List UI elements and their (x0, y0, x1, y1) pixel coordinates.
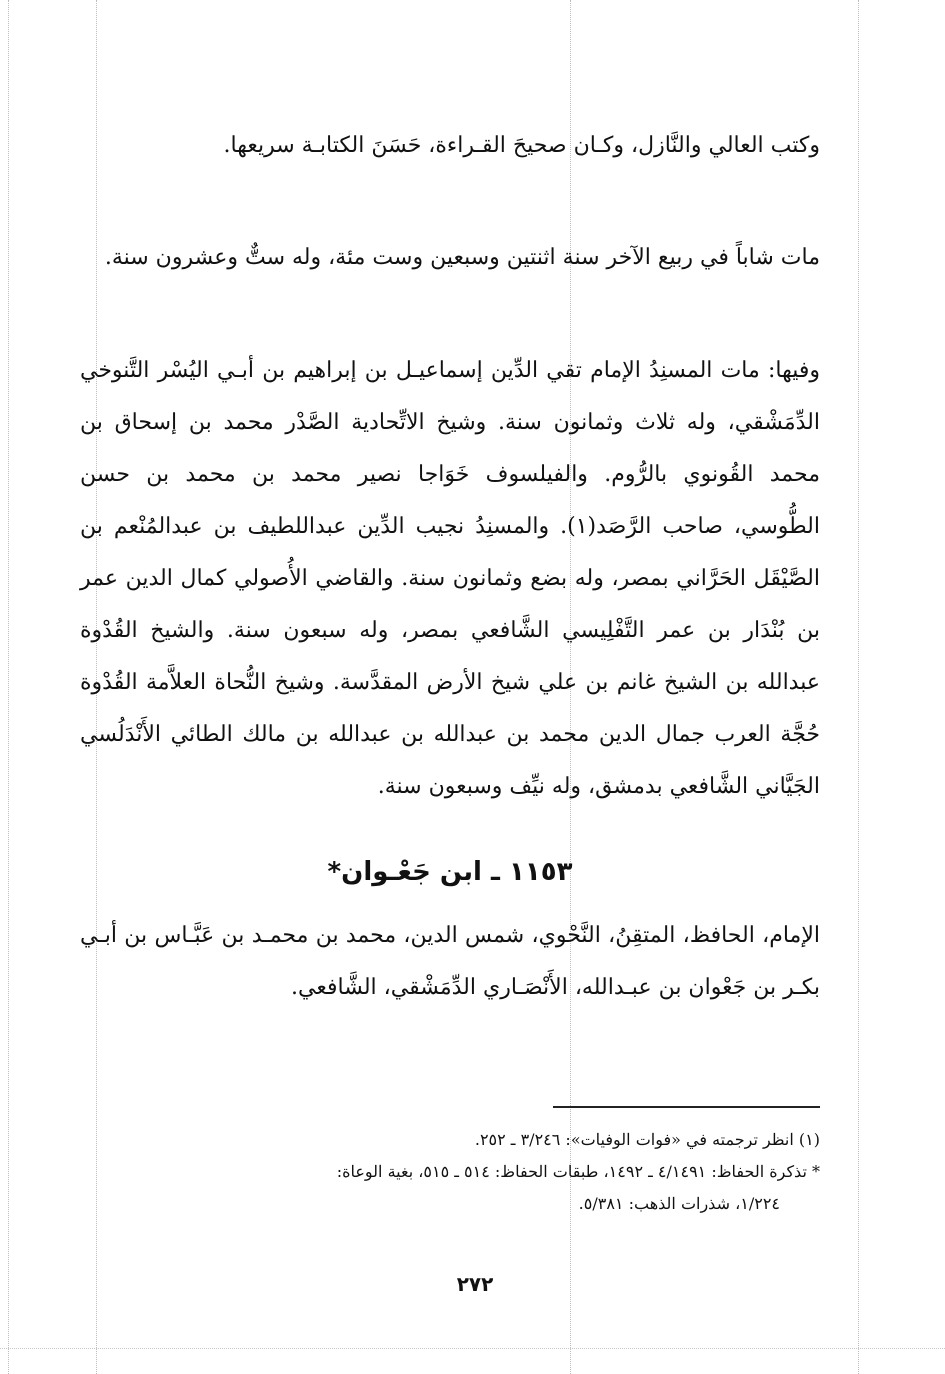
scan-guide-line (0, 1348, 945, 1349)
footnote-star-line-1: * تذكرة الحفاظ: ٤/١٤٩١ ـ ١٤٩٢، طبقات الحفاظ: ٥١٤ ـ ٥١٥، بغية الوعاة: (336, 1162, 820, 1181)
footnotes (100, 1124, 820, 1220)
body-paragraph-death-note: مات شاباً في ربيع الآخر سنة اثنتين وسبعين وست مئة، وله ستٌّ وعشرون سنة. (104, 245, 820, 270)
biography-heading: ١١٥٣ ـ ابن جَعْـوان* (327, 857, 573, 887)
scan-guide-line (8, 0, 9, 1374)
footnote-star-line-2: ١/٢٢٤، شذرات الذهب: ٥/٣٨١. (578, 1194, 780, 1213)
page-number: ٢٧٢ (456, 1272, 494, 1296)
body-paragraph-deaths-of-year: وفيها: مات المسنِدُ الإمام تقي الدِّين إسماعيـل بن إبراهيم بن أبـي اليُسْر التَّنوخي الدِّمَشْقي، وله ثلاث وثمانون سنة. وشيخ الاتِّحادية الصَّدْر محمد بن إسحاق بن محمد القُونوي بالرُّوم. والفيلسوف خَوَاجا نصير محمد بن محمد بن حسن الطُّوسي، صاحب الرَّصَد(١). والمسنِدُ نجيب الدِّين عبداللطيف بن عبدالمُنْعم بن الصَّيْقَل الحَرَّاني بمصر، وله بضع وثمانون سنة. والقاضي الأُصولي كمال الدين عمر بن بُنْدَار بن عمر التَّفْلِيسي الشَّافعي بمصر، وله سبعون سنة. والشيخ القُدْوة عبدالله بن الشيخ غانم بن علي شيخ الأرض المقدَّسة. وشيخ النُّحاة العلاَّمة القُدْوة حُجَّة العرب جمال الدين محمد بن عبدالله بن عبدالله بن مالك الطائي الأَنْدَلُسي الجَيَّاني الشَّافعي بدمشق، وله نيِّف وسبعون سنة. (80, 358, 821, 799)
body-paragraph-continuation: وكتب العالي والنَّازل، وكـان صحيحَ القـراءة، حَسَنَ الكتابـة سريعها. (223, 133, 820, 158)
biography-paragraph: الإمام، الحافظ، المتقِنُ، النَّحْوي، شمس الدين، محمد بن محمـد بن عَبَّـاس بن أبـي بكـر بن جَعْوان بن عبـدالله، الأَنْصَـاري الدِّمَشْقي، الشَّافعي. (80, 923, 820, 1000)
footnote-1: (١) انظر ترجمته في «فوات الوفيات»: ٣/٢٤٦ ـ ٢٥٢. (474, 1130, 820, 1149)
footnote-separator (553, 1106, 820, 1108)
scan-guide-line (858, 0, 859, 1374)
